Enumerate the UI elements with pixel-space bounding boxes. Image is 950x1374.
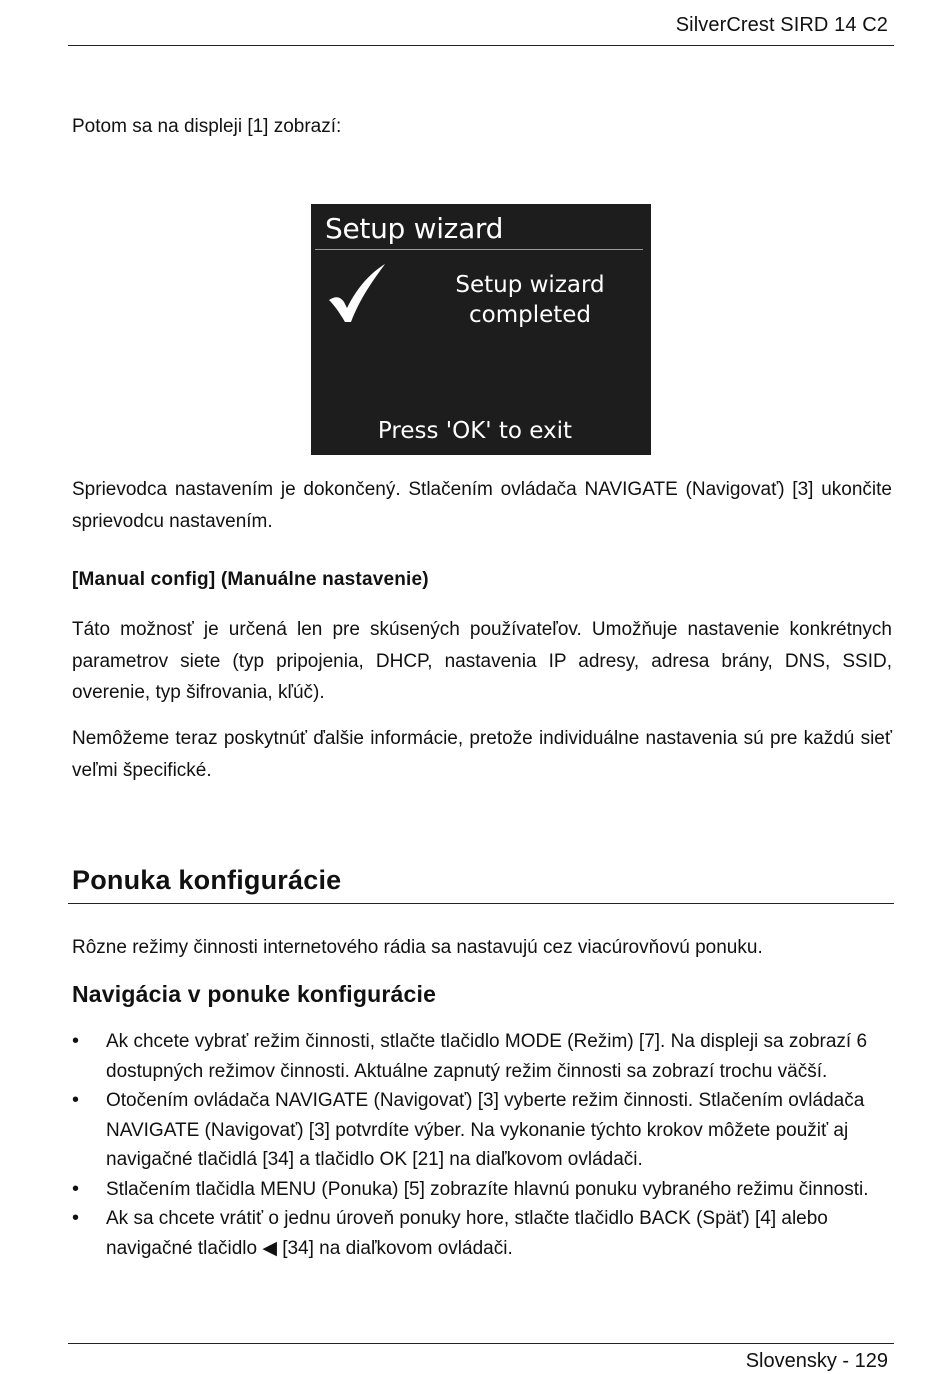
intro-paragraph: Potom sa na displeji [1] zobrazí: [72, 116, 342, 137]
section-divider [68, 903, 894, 904]
header-divider [68, 45, 894, 46]
list-item: • Stlačením tlačidla MENU (Ponuka) [5] zobrazíte hlavnú ponuku vybraného režimu činnosti. [72, 1175, 872, 1205]
display-title-divider [315, 249, 643, 250]
manual-config-heading: [Manual config] (Manuálne nastavenie) [72, 569, 429, 590]
list-item: • Ak sa chcete vrátiť o jednu úroveň ponuky hore, stlačte tlačidlo BACK (Späť) [4] alebo navigačné tlačidlo ◀ [34] na diaľkovom ovládači. [72, 1204, 872, 1263]
display-message-line2: completed [468, 302, 592, 328]
manual-config-paragraph-2: Nemôžeme teraz poskytnúť ďalšie informácie, pretože individuálne nastavenia sú pre každú sieť veľmi špecifické. [72, 728, 892, 781]
list-item: • Otočením ovládača NAVIGATE (Navigovať) [3] vyberte režim činnosti. Stlačením ovládača NAVIGATE (Navigovať) [3] potvrdíte výber. Na vykonanie týchto krokov môžete použiť aj navigačné tlačidlá [34] a tlačidlo OK [21] na diaľkovom ovládači. [72, 1086, 872, 1175]
manual-config-paragraph-1: Táto možnosť je určená len pre skúsených používateľov. Umožňuje nastavenie konkrétnych parametrov siete (typ pripojenia, DHCP, nastavenia IP adresy, adresa brány, DNS, SSID, overenie, typ šifrovania, kľúč). [72, 619, 892, 703]
display-message [441, 270, 619, 330]
list-item: • Ak chcete vybrať režim činnosti, stlačte tlačidlo MODE (Režim) [7]. Na displeji sa zobrazí 6 dostupných režimov činnosti. Aktuálne zapnutý režim činnosti sa zobrazí trochu väčší. [72, 1027, 872, 1086]
completion-paragraph: Sprievodca nastavením je dokončený. Stlačením ovládača NAVIGATE (Navigovať) [3] ukončite sprievodcu nastavením. [72, 479, 892, 532]
header-title: SilverCrest SIRD 14 C2 [675, 14, 888, 36]
section-intro: Rôzne režimy činnosti internetového rádia sa nastavujú cez viacúrovňovú ponuku. [72, 937, 763, 958]
page-footer: Slovensky - 129 [745, 1350, 888, 1372]
display-screenshot [311, 204, 651, 455]
section-title: Ponuka konfigurácie [72, 865, 342, 895]
display-title: Setup wizard [325, 212, 504, 245]
display-footer-hint: Press 'OK' to exit [377, 418, 573, 444]
display-message-line1: Setup wizard [455, 272, 605, 298]
checkmark-icon [327, 262, 389, 326]
footer-divider [68, 1343, 894, 1344]
subsection-title: Navigácia v ponuke konfigurácie [72, 981, 437, 1007]
navigation-bullet-list [72, 1027, 872, 1263]
